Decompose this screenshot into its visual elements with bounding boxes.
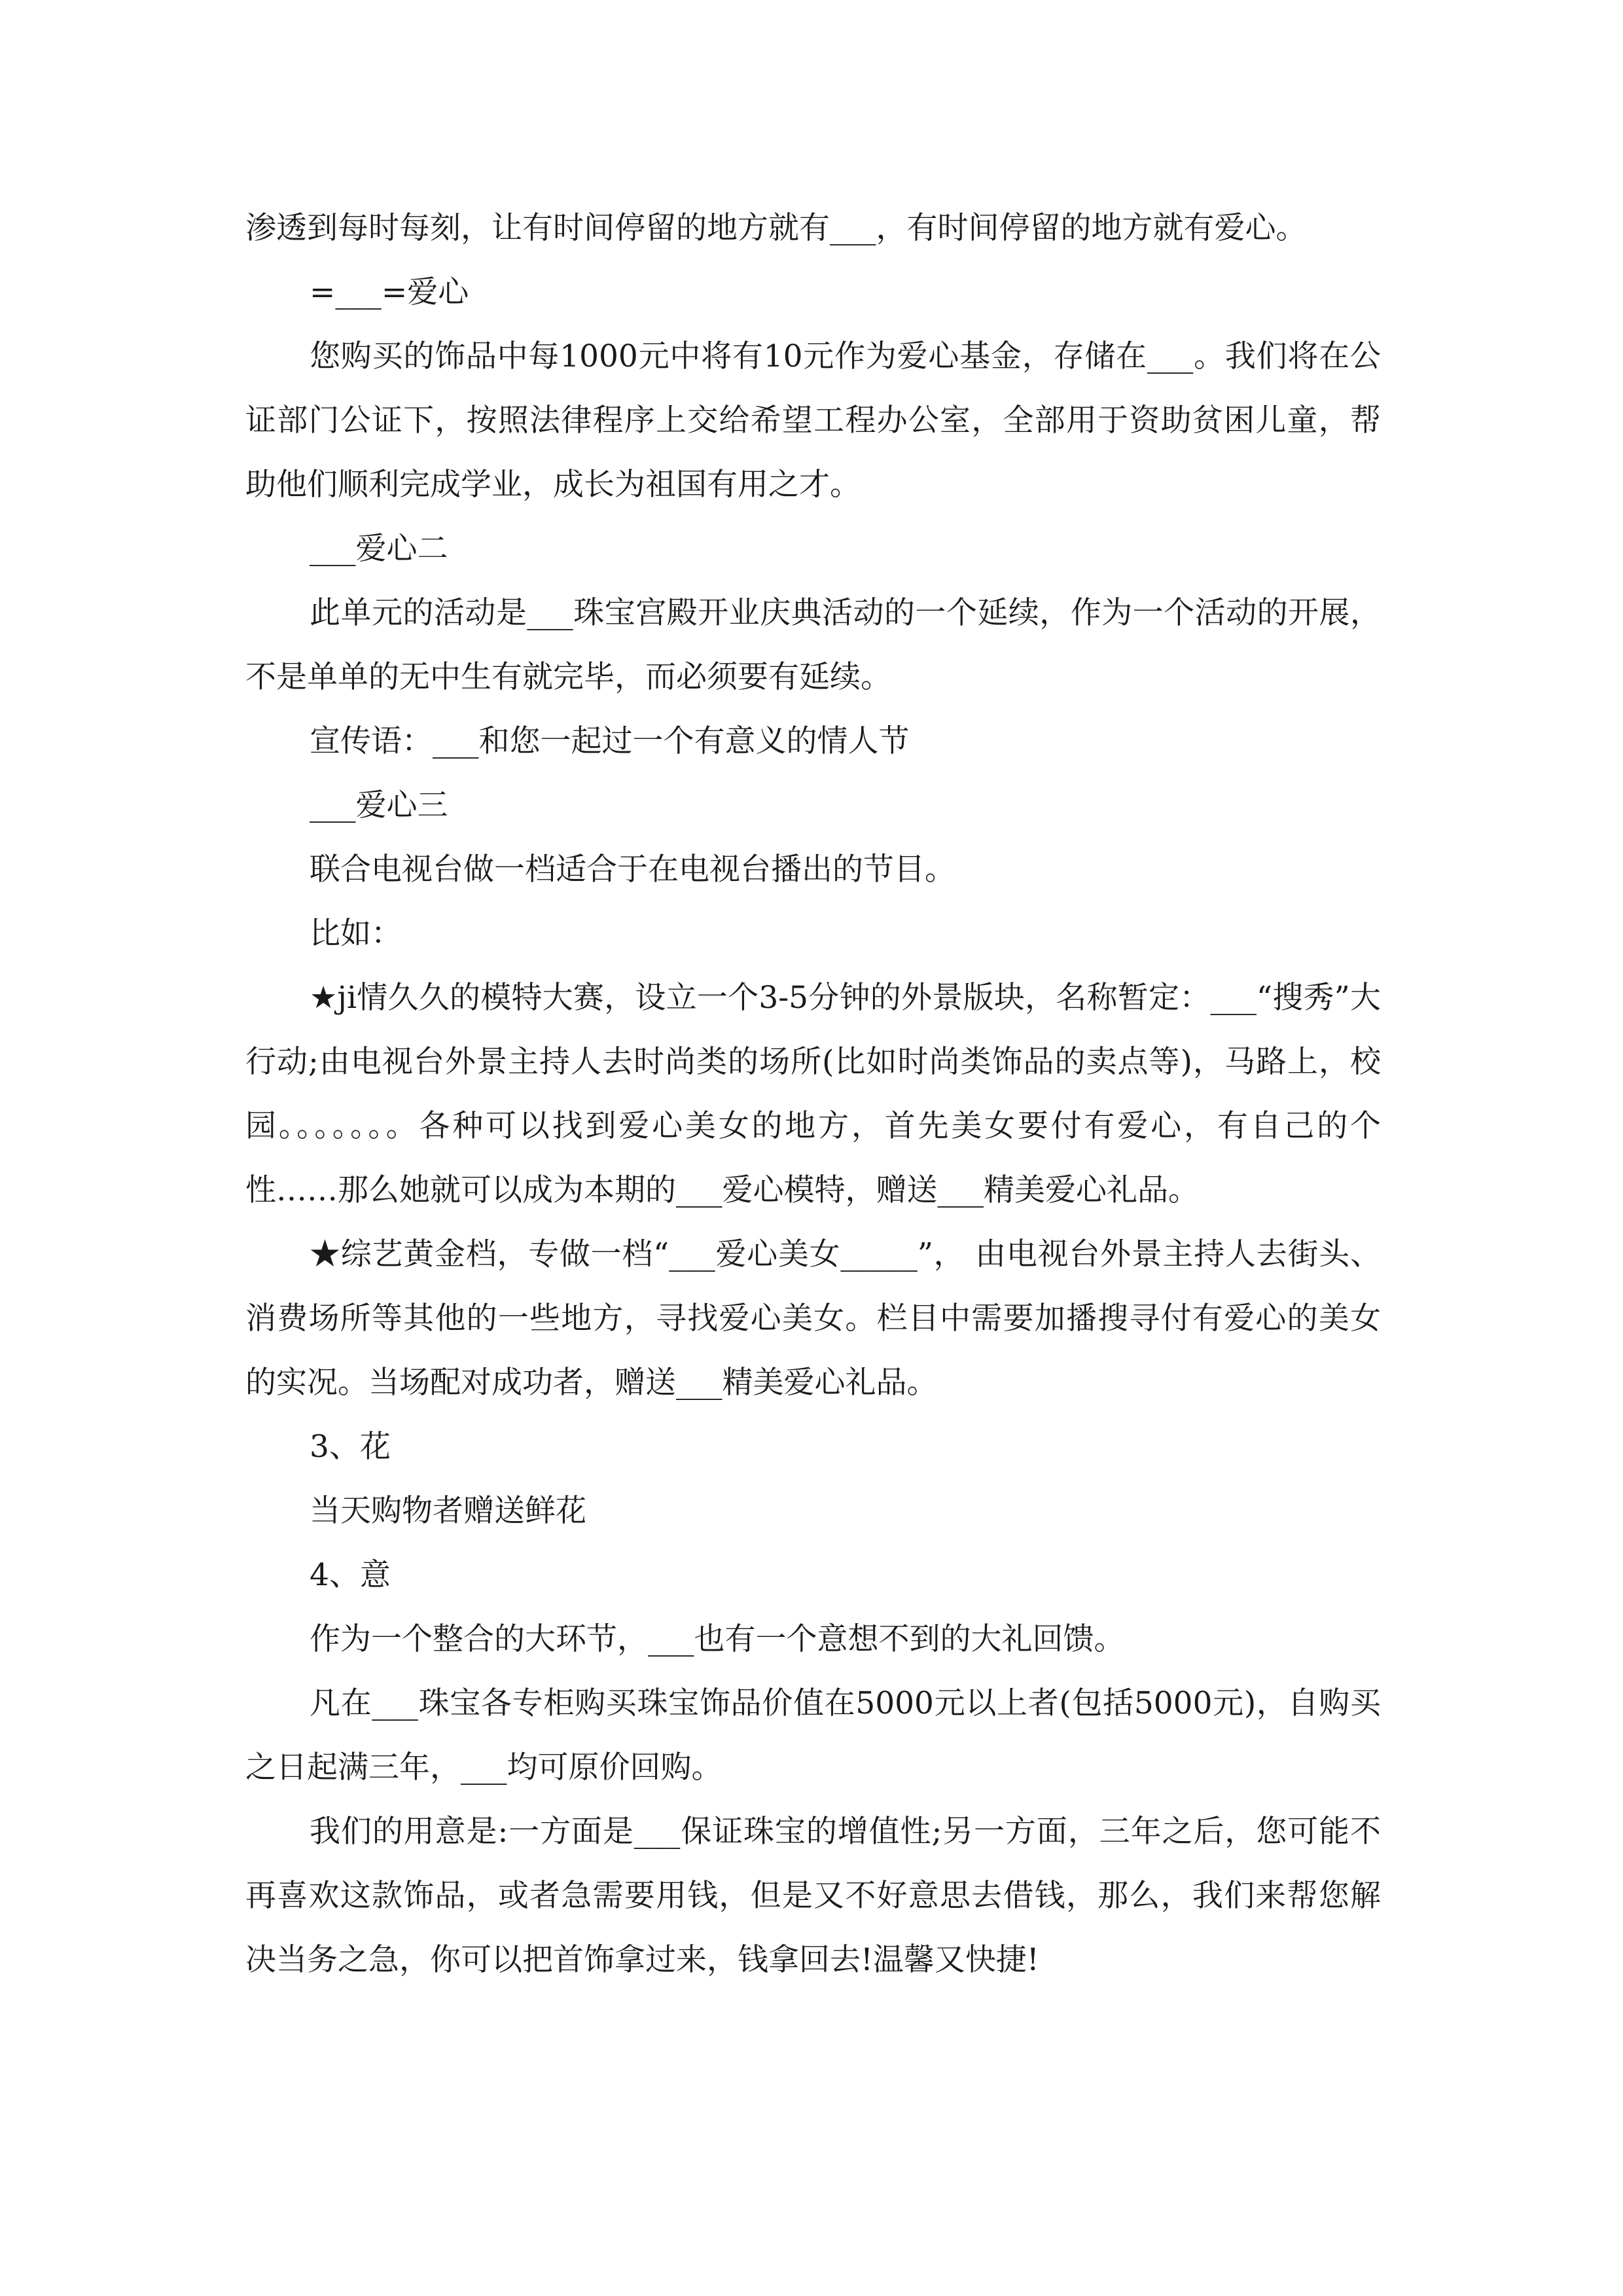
paragraph: =___=爱心 (310, 274, 469, 310)
paragraph: 您购买的饰品中每1000元中将有10元作为爱心基金，存储在___。我们将在公证部门公证下，按照法律程序上交给希望工程办公室，全部用于资助贫困儿童，帮助他们顺利完成学业，成长为祖国有用之才。 (245, 338, 1381, 503)
paragraph: 比如： (310, 916, 402, 952)
slogan: 宣传语：___和您一起过一个有意义的情人节 (310, 723, 910, 759)
section-heading: 3、花 (310, 1429, 391, 1465)
paragraph: 作为一个整合的大环节，___也有一个意想不到的大礼回馈。 (310, 1621, 1125, 1657)
paragraph: 渗透到每时每刻，让有时间停留的地方就有___，有时间停留的地方就有爱心。 (245, 210, 1307, 246)
section-heading: ___爱心二 (310, 531, 448, 567)
paragraph: 我们的用意是:一方面是___保证珠宝的增值性;另一方面，三年之后，您可能不再喜欢这款饰品，或者急需要用钱，但是又不好意思去借钱，那么，我们来帮您解决当务之急，你可以把首饰拿过来，钱拿回去!温馨又快捷! (245, 1814, 1381, 1978)
bullet-paragraph: ★ji情久久的模特大赛，设立一个3-5分钟的外景版块，名称暂定：___“搜秀”大行动;由电视台外景主持人去时尚类的场所(比如时尚类饰品的卖点等)，马路上，校园。。。。。。。各种可以找到爱心美女的地方，首先美女要付有爱心，有自己的个性……那么她就可以成为本期的___爱心模特，赠送___精美爱心礼品。 (245, 980, 1381, 1208)
section-heading: ___爱心三 (310, 787, 448, 823)
paragraph: 联合电视台做一档适合于在电视台播出的节目。 (310, 852, 955, 888)
section-heading: 4、意 (310, 1557, 391, 1593)
bullet-paragraph: ★综艺黄金档，专做一档“___爱心美女_____”， 由电视台外景主持人去街头、消费场所等其他的一些地方，寻找爱心美女。栏目中需要加播搜寻付有爱心的美女的实况。当场配对成功者，赠送___精美爱心礼品。 (245, 1236, 1381, 1401)
document-body (245, 196, 1381, 1992)
paragraph: 凡在___珠宝各专柜购买珠宝饰品价值在5000元以上者(包括5000元)，自购买之日起满三年，___均可原价回购。 (245, 1685, 1381, 1785)
paragraph: 当天购物者赠送鲜花 (310, 1493, 586, 1529)
paragraph: 此单元的活动是___珠宝宫殿开业庆典活动的一个延续，作为一个活动的开展，不是单单的无中生有就完毕，而必须要有延续。 (245, 595, 1381, 695)
